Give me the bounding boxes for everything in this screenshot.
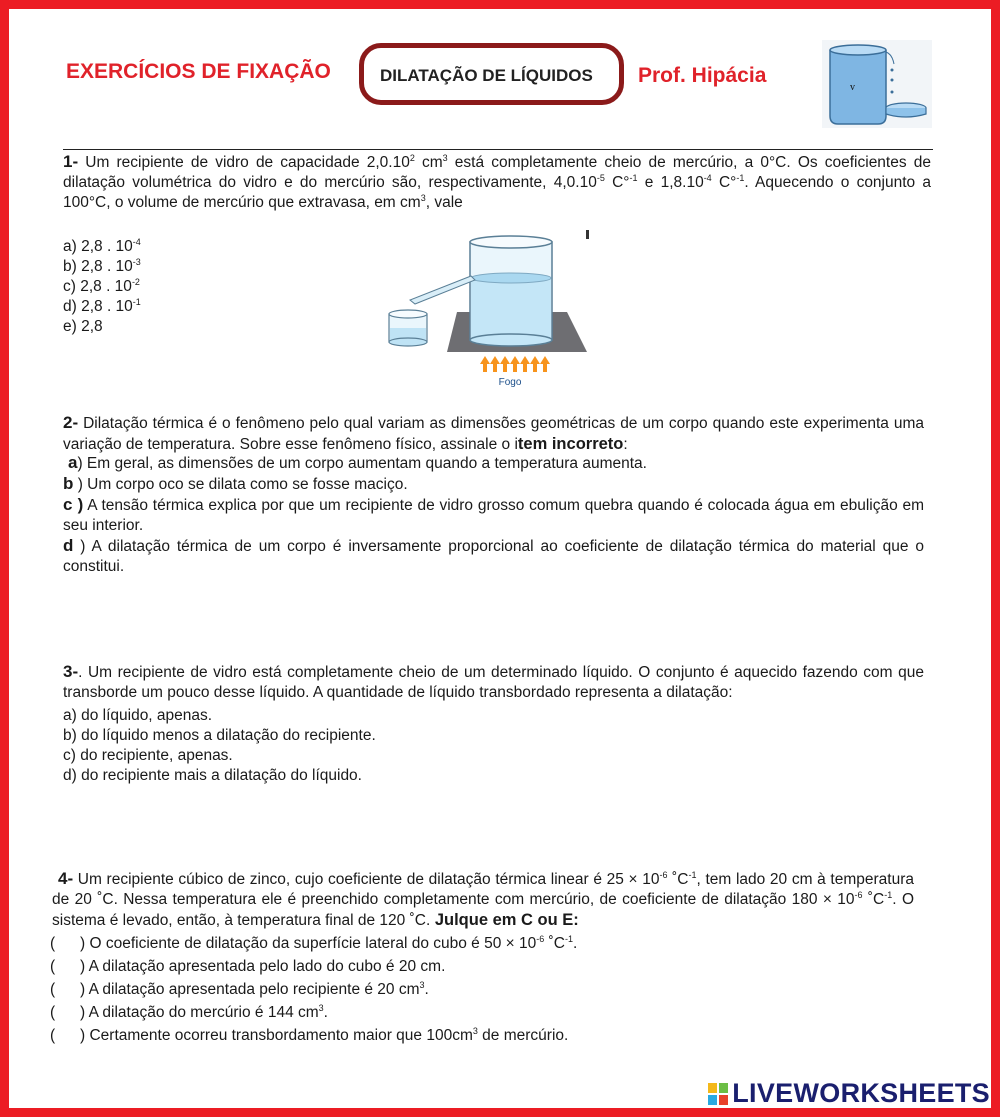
q3-stem: 3-. Um recipiente de vidro está completamente cheio de um determinado líquido. O conjunto é aquecido fazendo com que transborde um pouco desse líquido. A quantidade de líquido transbordado representa a dilatação: <box>63 662 924 701</box>
q2-number: 2- <box>63 413 79 432</box>
q2-stem: 2- Dilatação térmica é o fenômeno pelo qual variam as dimensões geométricas de um corpo quando este experimenta uma variação de temperatura. Sobre esse fenômeno físico, assinale o item incorreto: <box>63 413 924 453</box>
q4-item-4[interactable]: ( ) A dilatação do mercúrio é 144 $cm^3$. <box>50 1003 328 1021</box>
q4-item-3[interactable]: ( ) A dilatação apresentada pelo recipiente é 20 $cm^3$. <box>50 980 429 998</box>
q4-item-5[interactable]: ( ) Certamente ocorreu transbordamento maior que $100cm^3$ de mercúrio. <box>50 1026 569 1044</box>
q2-options <box>63 453 924 577</box>
q1-option-d[interactable]: d) 2,8 . $10^{-1}$ <box>63 297 141 315</box>
q3-options <box>63 706 376 786</box>
header-topic: DILATAÇÃO DE LÍQUIDOS <box>380 66 593 85</box>
liveworksheets-logo[interactable]: LIVEWORKSHEETS <box>708 1078 990 1109</box>
q1-options <box>63 237 141 337</box>
q1-option-c[interactable]: c) 2,8 . $10^{-2}$ <box>63 277 140 295</box>
q4-item-2[interactable]: ( ) A dilatação apresentada pelo lado do cubo é 20 cm. <box>50 958 446 975</box>
header-author: Prof. Hipácia <box>638 64 767 87</box>
q1-option-a[interactable]: a) 2,8 . $10^{-4}$ <box>63 237 141 255</box>
q1-figure-heated-beaker <box>385 228 595 390</box>
q4-item-1[interactable]: ( ) O coeficiente de dilatação da superfície lateral do cubo é $50 \times 10^{-6}$ $˚C^{-1}$. <box>50 934 578 952</box>
q2-option-d[interactable]: d ) A dilatação térmica de um corpo é inversamente proporcional ao coeficiente de dilatação térmica do material que o constitui. <box>63 536 924 575</box>
header-left-title: EXERCÍCIOS DE FIXAÇÃO <box>66 60 331 83</box>
q4-items <box>50 934 577 1049</box>
q3-number: 3- <box>63 662 79 681</box>
header-divider <box>63 149 933 150</box>
q2-option-a[interactable]: a) Em geral, as dimensões de um corpo aumentam quando a temperatura aumenta. <box>68 453 647 472</box>
q3-option-a[interactable]: a) do líquido, apenas. <box>63 707 213 724</box>
q3-option-d[interactable]: d) do recipiente mais a dilatação do líquido. <box>63 767 362 784</box>
q4-number: 4- <box>58 869 74 888</box>
svg-text:v: v <box>850 82 855 93</box>
q4-stem: 4- Um recipiente cúbico de zinco, cujo coeficiente de dilatação térmica linear é $25 \times 10^{-6}$ $˚C^{-1}$, tem lado 20 cm à temperatura de 20 ˚C. Nessa temperatura ele é preenchido completamente com mercúrio, de coeficiente de dilatação $180 \times 10^{-6}$ $˚C^{-1}$. O sistema é levado, então, à temperatura final de 120 ˚C. Julque em C ou E: <box>52 869 914 929</box>
q1-figure-label: Fogo <box>498 377 522 388</box>
q2-option-b[interactable]: b ) Um corpo oco se dilata como se fosse maciço. <box>63 474 408 493</box>
q3-option-c[interactable]: c) do recipiente, apenas. <box>63 747 233 764</box>
q1-option-b[interactable]: b) 2,8 . $10^{-3}$ <box>63 257 141 275</box>
q1-number: 1- <box>63 152 79 171</box>
beaker-overflow-image <box>822 40 932 128</box>
q1-stem: 1- Um recipiente de vidro de capacidade 2,0.10$^2$ $cm^3$ está completamente cheio de mercúrio, a 0°C. Os coeficientes de dilatação volumétrica do vidro e do mercúrio são, respectivamente, $4,0.10^{-5}$ C°$^{-1}$ e $1,8.10^{-4}$ C°$^{-1}$. Aquecendo o conjunto a 100°C, o volume de mercúrio que extravasa, em $cm^3$, vale <box>63 152 932 211</box>
q2-option-c[interactable]: c ) A tensão térmica explica por que um recipiente de vidro grosso comum quebra quando é colocada água em ebulição em seu interior. <box>63 495 925 534</box>
liveworksheets-icon <box>708 1083 728 1105</box>
q3-option-b[interactable]: b) do líquido menos a dilatação do recipiente. <box>63 727 376 744</box>
q1-option-e[interactable]: e) 2,8 <box>63 318 103 335</box>
